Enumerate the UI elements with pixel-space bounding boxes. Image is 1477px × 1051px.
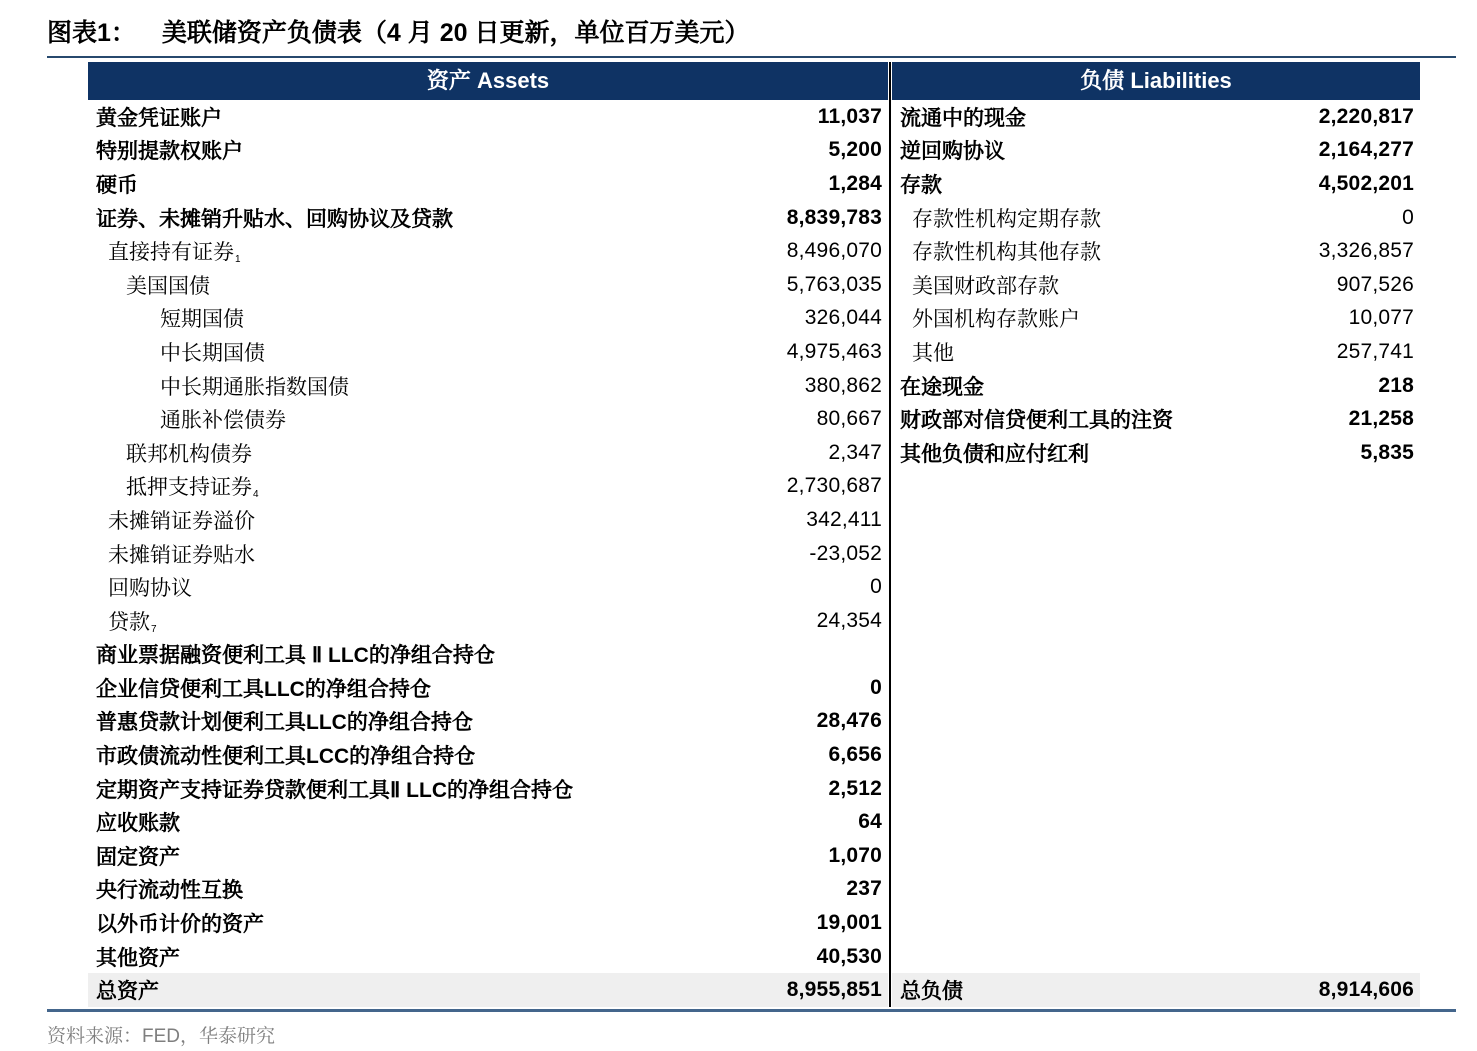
- table-row: [892, 436, 1420, 470]
- table-row: [88, 100, 888, 134]
- table-row: [88, 134, 888, 168]
- row-value: 4,975,463: [786, 339, 882, 363]
- row-label: 存款性机构定期存款: [912, 207, 1101, 231]
- row-value: 5,763,035: [786, 272, 882, 296]
- row-label: 通胀补偿债券: [160, 409, 286, 433]
- row-label: 固定资产: [96, 845, 180, 869]
- row-value: 257,741: [1336, 339, 1414, 363]
- row-value: 2,164,277: [1318, 138, 1414, 162]
- row-value: 2,512: [828, 776, 882, 800]
- row-label: 中长期国债: [160, 341, 265, 365]
- table-row: [88, 402, 888, 436]
- assets-column: [88, 62, 888, 1007]
- row-value: 2,730,687: [786, 474, 882, 498]
- footnote-marker: 7: [151, 623, 157, 635]
- row-value: 24,354: [816, 608, 882, 632]
- table-row: [892, 302, 1420, 336]
- row-value: 2,347: [828, 440, 882, 464]
- table-row: [88, 201, 888, 235]
- total-row: [88, 973, 888, 1007]
- row-label: 联邦机构债券: [126, 442, 252, 466]
- row-value: 5,835: [1360, 440, 1414, 464]
- row-label: 抵押支持证券4: [126, 476, 259, 501]
- table-row: [892, 234, 1420, 268]
- row-value: 8,496,070: [786, 239, 882, 263]
- row-value: 237: [846, 877, 882, 901]
- row-value: 5,200: [828, 138, 882, 162]
- row-label: 未摊销证券贴水: [108, 543, 255, 567]
- assets-rows: [88, 100, 888, 1007]
- title-underline: [47, 56, 1456, 58]
- table-row: [88, 335, 888, 369]
- table-row: [88, 738, 888, 772]
- assets-header: 资产 Assets: [88, 62, 888, 100]
- table-row: [88, 470, 888, 504]
- row-label: 存款性机构其他存款: [912, 241, 1101, 265]
- row-label: 在途现金: [900, 375, 984, 399]
- row-label: 特别提款权账户: [96, 140, 243, 164]
- table-row: [88, 503, 888, 537]
- row-label: 以外币计价的资产: [96, 913, 264, 937]
- row-value: 907,526: [1336, 272, 1414, 296]
- footnote-marker: 4: [253, 489, 259, 501]
- row-value: 1,070: [828, 843, 882, 867]
- row-value: 8,914,606: [1318, 978, 1414, 1002]
- row-value: 218: [1378, 373, 1414, 397]
- source-note: 资料来源：FED，华泰研究: [47, 1026, 276, 1047]
- table-row: [88, 772, 888, 806]
- row-value: 8,839,783: [786, 205, 882, 229]
- row-label: 其他资产: [96, 946, 180, 970]
- balance-sheet-table: [88, 62, 1420, 1007]
- row-label: 逆回购协议: [900, 140, 1005, 164]
- row-value: 6,656: [828, 743, 882, 767]
- table-row: [88, 873, 888, 907]
- empty-space: [892, 470, 1420, 974]
- row-value: 0: [870, 675, 882, 699]
- row-label: 贷款7: [108, 610, 157, 635]
- row-label: 应收账款: [96, 812, 180, 836]
- row-label: 总负债: [900, 980, 963, 1004]
- table-row: [892, 134, 1420, 168]
- table-row: [88, 638, 888, 672]
- row-value: 19,001: [816, 911, 882, 935]
- row-label: 存款: [900, 173, 942, 197]
- table-row: [88, 604, 888, 638]
- row-label: 中长期通胀指数国债: [160, 375, 349, 399]
- row-value: -23,052: [809, 541, 882, 565]
- table-row: [892, 268, 1420, 302]
- table-row: [88, 302, 888, 336]
- row-label: 企业信贷便利工具LLC的净组合持仓: [96, 677, 431, 701]
- table-row: [892, 167, 1420, 201]
- table-row: [88, 369, 888, 403]
- row-label: 回购协议: [108, 577, 192, 601]
- table-bottom-rule: [47, 1009, 1456, 1012]
- row-label: 其他: [912, 341, 954, 365]
- row-label: 央行流动性互换: [96, 879, 243, 903]
- row-value: 80,667: [816, 407, 882, 431]
- table-row: [88, 940, 888, 974]
- total-row: [892, 973, 1420, 1007]
- table-row: [88, 839, 888, 873]
- table-row: [88, 268, 888, 302]
- table-row: [88, 705, 888, 739]
- table-row: [892, 402, 1420, 436]
- table-row: [88, 570, 888, 604]
- row-label: 美国财政部存款: [912, 274, 1059, 298]
- row-label: 证券、未摊销升贴水、回购协议及贷款: [96, 207, 453, 231]
- row-label: 其他负债和应付红利: [900, 442, 1089, 466]
- row-value: 4,502,201: [1318, 171, 1414, 195]
- row-label: 市政债流动性便利工具LCC的净组合持仓: [96, 745, 476, 769]
- footnote-marker: 1: [235, 254, 241, 266]
- row-value: 10,077: [1348, 306, 1414, 330]
- row-value: 8,955,851: [786, 978, 882, 1002]
- row-label: 直接持有证券1: [108, 241, 241, 266]
- column-divider-line: [888, 62, 892, 1007]
- row-value: 2,220,817: [1318, 104, 1414, 128]
- row-label: 硬币: [96, 173, 138, 197]
- row-label: 黄金凭证账户: [96, 106, 222, 130]
- row-value: 28,476: [816, 709, 882, 733]
- row-value: 3,326,857: [1318, 239, 1414, 263]
- liabilities-rows: [892, 100, 1420, 1007]
- liabilities-column: [892, 62, 1420, 1007]
- row-value: 0: [870, 575, 882, 599]
- row-value: 40,530: [816, 944, 882, 968]
- table-row: [88, 234, 888, 268]
- row-value: 0: [1402, 205, 1414, 229]
- row-value: 21,258: [1348, 407, 1414, 431]
- table-row: [88, 805, 888, 839]
- row-value: 11,037: [817, 104, 882, 128]
- table-row: [88, 537, 888, 571]
- row-label: 美国国债: [126, 274, 210, 298]
- table-row: [88, 671, 888, 705]
- row-label: 财政部对信贷便利工具的注资: [900, 409, 1173, 433]
- table-row: [88, 436, 888, 470]
- table-row: [88, 167, 888, 201]
- row-label: 流通中的现金: [900, 106, 1026, 130]
- table-row: [892, 335, 1420, 369]
- figure-number: 图表1：: [47, 19, 136, 47]
- row-label: 短期国债: [160, 308, 244, 332]
- table-row: [892, 100, 1420, 134]
- figure-title-text: 美联储资产负债表（4 月 20 日更新，单位百万美元）: [161, 19, 750, 47]
- row-value: 1,284: [828, 171, 882, 195]
- row-label: 总资产: [96, 980, 159, 1004]
- figure-title: [47, 13, 749, 49]
- row-label: 定期资产支持证券贷款便利工具Ⅱ LLC的净组合持仓: [96, 778, 573, 802]
- row-value: 64: [858, 810, 882, 834]
- row-label: 未摊销证券溢价: [108, 509, 255, 533]
- table-row: [88, 906, 888, 940]
- row-value: 342,411: [806, 507, 882, 531]
- row-label: 外国机构存款账户: [912, 308, 1080, 332]
- table-row: [892, 201, 1420, 235]
- row-value: 326,044: [804, 306, 882, 330]
- row-label: 普惠贷款计划便利工具LLC的净组合持仓: [96, 711, 473, 735]
- liabilities-header: 负债 Liabilities: [892, 62, 1420, 100]
- row-label: 商业票据融资便利工具 Ⅱ LLC的净组合持仓: [96, 644, 495, 668]
- row-value: 380,862: [804, 373, 882, 397]
- table-row: [892, 369, 1420, 403]
